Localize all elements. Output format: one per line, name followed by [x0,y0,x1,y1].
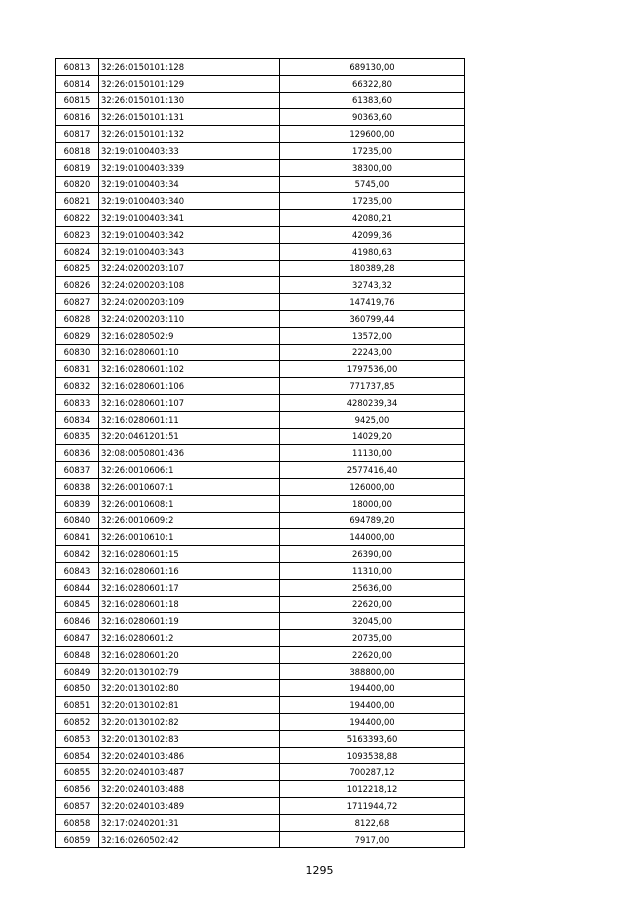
cadastral-number: 32:19:0100403:339 [99,159,280,176]
cadastral-number: 32:16:0280601:2 [99,630,280,647]
table-row [56,294,465,311]
row-number: 60840 [56,512,99,529]
cadastral-value: 1797536,00 [280,361,465,378]
page-number: 1295 [305,864,334,877]
cadastral-value: 32743,32 [280,277,465,294]
row-number: 60855 [56,764,99,781]
cadastral-value: 22620,00 [280,646,465,663]
table-row [56,462,465,479]
table-row [56,445,465,462]
table-row [56,176,465,193]
cadastral-value: 11130,00 [280,445,465,462]
cadastral-number: 32:26:0010608:1 [99,495,280,512]
row-number: 60815 [56,92,99,109]
cadastral-number: 32:20:0240103:487 [99,764,280,781]
cadastral-value: 144000,00 [280,529,465,546]
cadastral-number: 32:16:0280601:19 [99,613,280,630]
table-row [56,630,465,647]
table-row [56,831,465,848]
row-number: 60832 [56,378,99,395]
row-number: 60826 [56,277,99,294]
cadastral-value: 194400,00 [280,680,465,697]
table-row [56,546,465,563]
row-number: 60848 [56,646,99,663]
row-number: 60814 [56,75,99,92]
cadastral-value: 26390,00 [280,546,465,563]
row-number: 60839 [56,495,99,512]
cadastral-number: 32:16:0280601:11 [99,411,280,428]
cadastral-value: 129600,00 [280,126,465,143]
cadastral-number: 32:16:0280601:102 [99,361,280,378]
row-number: 60817 [56,126,99,143]
table-row [56,428,465,445]
row-number: 60858 [56,814,99,831]
cadastral-value: 9425,00 [280,411,465,428]
cadastral-number: 32:26:0010610:1 [99,529,280,546]
cadastral-number: 32:24:0200203:108 [99,277,280,294]
cadastral-value: 4280239,34 [280,394,465,411]
table-row [56,126,465,143]
cadastral-number: 32:20:0240103:489 [99,798,280,815]
cadastral-value: 32045,00 [280,613,465,630]
table-row [56,193,465,210]
row-number: 60828 [56,310,99,327]
table-row [56,92,465,109]
row-number: 60841 [56,529,99,546]
cadastral-value: 17235,00 [280,142,465,159]
table-row [56,596,465,613]
table-row [56,378,465,395]
row-number: 60857 [56,798,99,815]
table-row [56,159,465,176]
row-number: 60850 [56,680,99,697]
table-row [56,210,465,227]
cadastral-number: 32:19:0100403:341 [99,210,280,227]
cadastral-value: 18000,00 [280,495,465,512]
cadastral-number: 32:24:0200203:109 [99,294,280,311]
cadastral-number: 32:19:0100403:34 [99,176,280,193]
cadastral-number: 32:16:0280601:15 [99,546,280,563]
cadastral-number: 32:16:0280601:106 [99,378,280,395]
table-row [56,814,465,831]
table-body [56,59,465,848]
cadastral-number: 32:17:0240201:31 [99,814,280,831]
row-number: 60835 [56,428,99,445]
row-number: 60856 [56,781,99,798]
row-number: 60859 [56,831,99,848]
cadastral-value: 180389,28 [280,260,465,277]
table-row [56,310,465,327]
cadastral-value: 147419,76 [280,294,465,311]
cadastral-value: 61383,60 [280,92,465,109]
row-number: 60849 [56,663,99,680]
row-number: 60818 [56,142,99,159]
row-number: 60844 [56,579,99,596]
cadastral-number: 32:16:0280601:107 [99,394,280,411]
table-row [56,226,465,243]
cadastral-value: 360799,44 [280,310,465,327]
table-row [56,798,465,815]
row-number: 60825 [56,260,99,277]
cadastral-value-table [55,58,465,848]
row-number: 60842 [56,546,99,563]
cadastral-number: 32:20:0130102:80 [99,680,280,697]
table-row [56,747,465,764]
row-number: 60838 [56,478,99,495]
cadastral-value: 17235,00 [280,193,465,210]
cadastral-number: 32:20:0240103:486 [99,747,280,764]
cadastral-number: 32:16:0280502:9 [99,327,280,344]
table-row [56,142,465,159]
cadastral-number: 32:26:0010607:1 [99,478,280,495]
table-row [56,478,465,495]
table-row [56,613,465,630]
row-number: 60852 [56,714,99,731]
table-row [56,260,465,277]
row-number: 60833 [56,394,99,411]
cadastral-value: 689130,00 [280,59,465,76]
cadastral-number: 32:20:0130102:82 [99,714,280,731]
cadastral-number: 32:19:0100403:343 [99,243,280,260]
cadastral-value: 42099,36 [280,226,465,243]
table-row [56,59,465,76]
cadastral-value: 5745,00 [280,176,465,193]
cadastral-value: 194400,00 [280,714,465,731]
row-number: 60843 [56,562,99,579]
row-number: 60836 [56,445,99,462]
cadastral-value: 126000,00 [280,478,465,495]
table-row [56,579,465,596]
cadastral-value: 25636,00 [280,579,465,596]
cadastral-value: 11310,00 [280,562,465,579]
row-number: 60822 [56,210,99,227]
row-number: 60851 [56,697,99,714]
table-row [56,277,465,294]
row-number: 60831 [56,361,99,378]
row-number: 60819 [56,159,99,176]
row-number: 60813 [56,59,99,76]
table-row [56,680,465,697]
row-number: 60847 [56,630,99,647]
cadastral-value: 90363,60 [280,109,465,126]
table-row [56,495,465,512]
row-number: 60854 [56,747,99,764]
cadastral-number: 32:16:0260502:42 [99,831,280,848]
cadastral-number: 32:16:0280601:17 [99,579,280,596]
cadastral-value: 66322,80 [280,75,465,92]
cadastral-value: 1711944,72 [280,798,465,815]
table-row [56,411,465,428]
cadastral-number: 32:24:0200203:107 [99,260,280,277]
cadastral-value: 2577416,40 [280,462,465,479]
cadastral-value: 41980,63 [280,243,465,260]
cadastral-value: 700287,12 [280,764,465,781]
cadastral-number: 32:19:0100403:340 [99,193,280,210]
row-number: 60834 [56,411,99,428]
row-number: 60837 [56,462,99,479]
table-row [56,327,465,344]
row-number: 60829 [56,327,99,344]
cadastral-number: 32:19:0100403:342 [99,226,280,243]
table-row [56,781,465,798]
cadastral-number: 32:16:0280601:10 [99,344,280,361]
row-number: 60823 [56,226,99,243]
table-row [56,663,465,680]
cadastral-value: 7917,00 [280,831,465,848]
cadastral-value: 8122,68 [280,814,465,831]
table-row [56,394,465,411]
table-row [56,764,465,781]
row-number: 60827 [56,294,99,311]
cadastral-number: 32:26:0010606:1 [99,462,280,479]
cadastral-number: 32:26:0150101:131 [99,109,280,126]
cadastral-value: 14029,20 [280,428,465,445]
cadastral-value: 1093538,88 [280,747,465,764]
cadastral-value: 388800,00 [280,663,465,680]
cadastral-number: 32:26:0010609:2 [99,512,280,529]
cadastral-number: 32:20:0240103:488 [99,781,280,798]
cadastral-number: 32:20:0130102:83 [99,730,280,747]
cadastral-value: 771737,85 [280,378,465,395]
cadastral-number: 32:24:0200203:110 [99,310,280,327]
cadastral-value: 1012218,12 [280,781,465,798]
cadastral-number: 32:20:0461201:51 [99,428,280,445]
cadastral-number: 32:16:0280601:20 [99,646,280,663]
table-row [56,75,465,92]
cadastral-number: 32:26:0150101:129 [99,75,280,92]
table-row [56,646,465,663]
cadastral-number: 32:26:0150101:130 [99,92,280,109]
table-row [56,730,465,747]
row-number: 60846 [56,613,99,630]
cadastral-value: 38300,00 [280,159,465,176]
cadastral-number: 32:16:0280601:16 [99,562,280,579]
cadastral-number: 32:20:0130102:81 [99,697,280,714]
table-row [56,562,465,579]
table-row [56,714,465,731]
cadastral-number: 32:26:0150101:128 [99,59,280,76]
cadastral-value: 5163393,60 [280,730,465,747]
cadastral-number: 32:20:0130102:79 [99,663,280,680]
table-row [56,512,465,529]
cadastral-number: 32:26:0150101:132 [99,126,280,143]
cadastral-number: 32:19:0100403:33 [99,142,280,159]
row-number: 60830 [56,344,99,361]
table-row [56,361,465,378]
table-row [56,344,465,361]
cadastral-number: 32:08:0050801:436 [99,445,280,462]
cadastral-number: 32:16:0280601:18 [99,596,280,613]
table-row [56,109,465,126]
cadastral-value: 13572,00 [280,327,465,344]
row-number: 60820 [56,176,99,193]
cadastral-value: 694789,20 [280,512,465,529]
cadastral-value: 22620,00 [280,596,465,613]
row-number: 60824 [56,243,99,260]
cadastral-value: 194400,00 [280,697,465,714]
row-number: 60816 [56,109,99,126]
row-number: 60853 [56,730,99,747]
cadastral-value: 22243,00 [280,344,465,361]
table-row [56,697,465,714]
table-row [56,243,465,260]
cadastral-value: 42080,21 [280,210,465,227]
cadastral-value: 20735,00 [280,630,465,647]
table-row [56,529,465,546]
row-number: 60821 [56,193,99,210]
row-number: 60845 [56,596,99,613]
